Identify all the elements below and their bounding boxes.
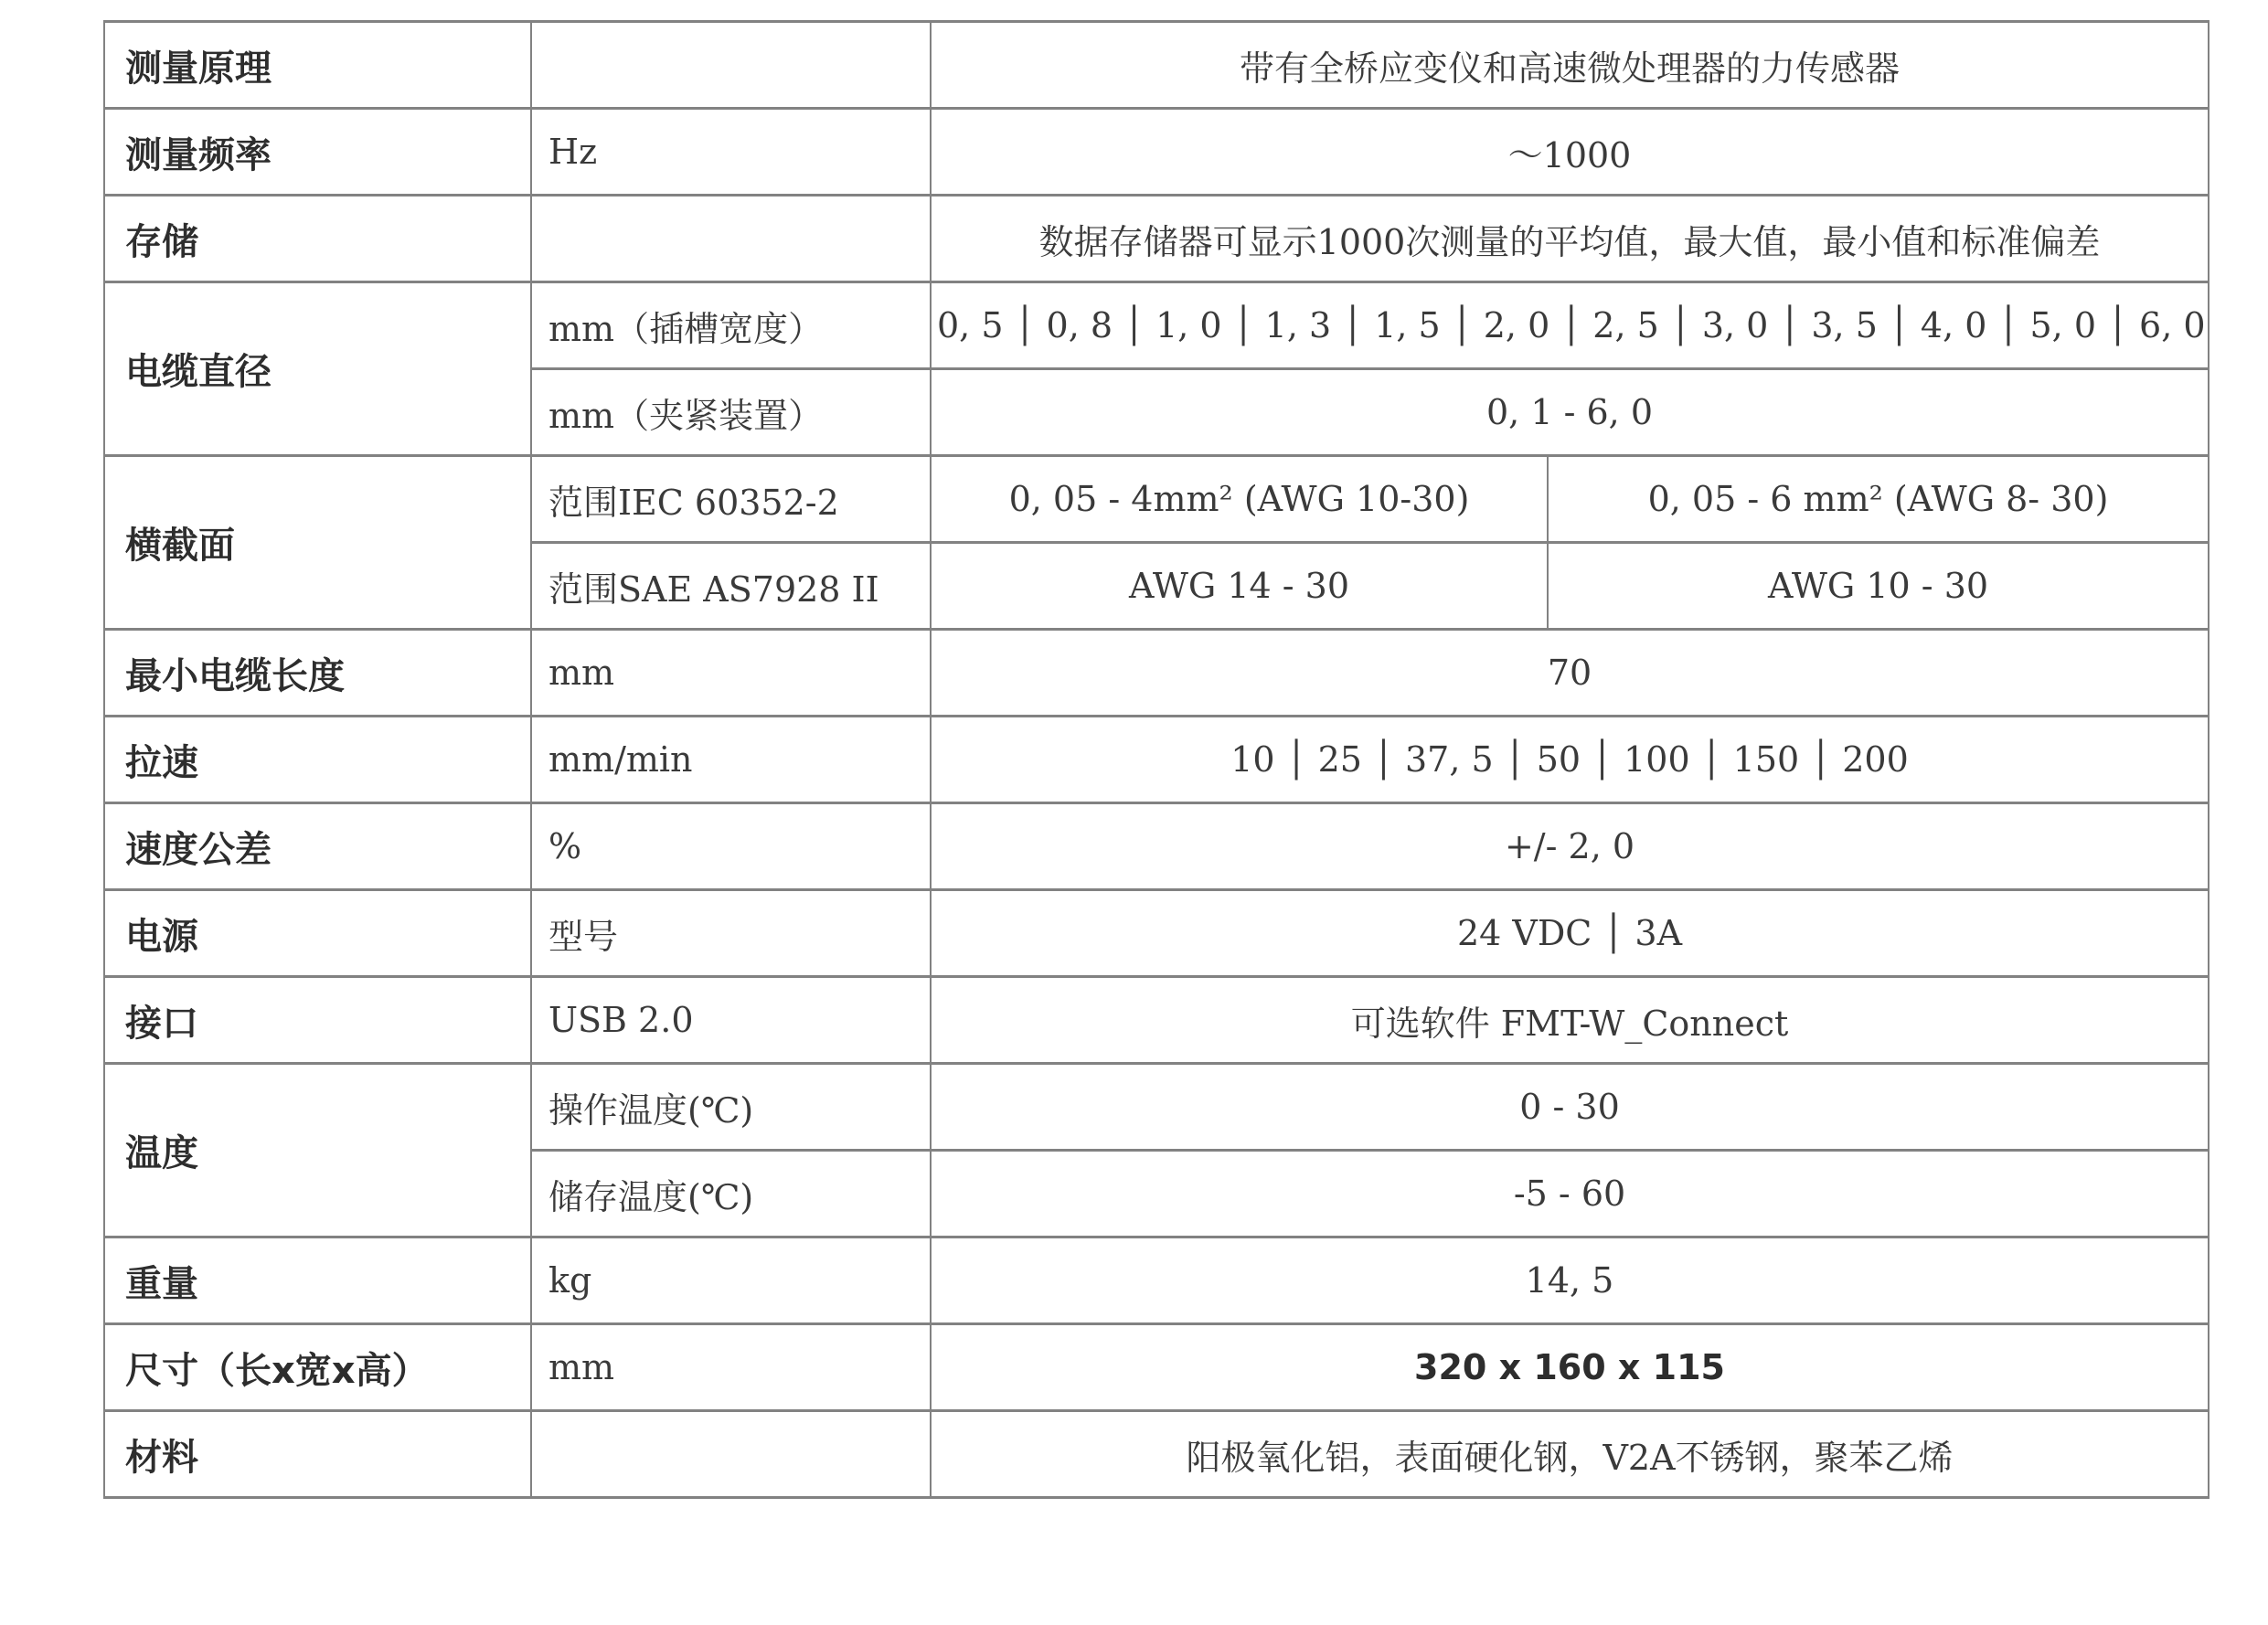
cable-diameter-slot-unit: mm（插槽宽度） xyxy=(531,282,931,369)
power-supply-unit: 型号 xyxy=(531,890,931,977)
row-min-cable-length xyxy=(104,630,2209,717)
temperature-storage-unit: 储存温度(℃) xyxy=(531,1151,931,1237)
measuring-principle-unit xyxy=(531,22,931,109)
power-supply-label: 电源 xyxy=(104,890,531,977)
measuring-principle-value: 带有全桥应变仪和高速微处理器的力传感器 xyxy=(931,22,2209,109)
pull-speed-label: 拉速 xyxy=(104,717,531,803)
measuring-frequency-value: ～1000 xyxy=(931,109,2209,196)
dimensions-label: 尺寸（长x宽x高） xyxy=(104,1324,531,1411)
cable-diameter-slot-value: 0, 5 │ 0, 8 │ 1, 0 │ 1, 3 │ 1, 5 │ 2, 0 │ 2, 5 │ 3, 0 │ 3, 5 │ 4, 0 │ 5, 0 │ 6, 0 xyxy=(931,282,2209,369)
cable-diameter-clamp-value: 0, 1 - 6, 0 xyxy=(931,369,2209,456)
cross-section-label: 横截面 xyxy=(104,456,531,630)
cross-section-sae-value-left: AWG 14 - 30 xyxy=(931,543,1548,630)
measuring-frequency-unit: Hz xyxy=(531,109,931,196)
cross-section-iec-value-right: 0, 05 - 6 mm² (AWG 8- 30) xyxy=(1548,456,2209,543)
cross-section-sae-unit: 范围SAE AS7928 II xyxy=(531,543,931,630)
power-supply-value: 24 VDC │ 3A xyxy=(931,890,2209,977)
min-cable-length-value: 70 xyxy=(931,630,2209,717)
row-measuring-principle xyxy=(104,22,2209,109)
interface-unit: USB 2.0 xyxy=(531,977,931,1064)
row-speed-tolerance xyxy=(104,803,2209,890)
speed-tolerance-label: 速度公差 xyxy=(104,803,531,890)
temperature-operating-unit: 操作温度(℃) xyxy=(531,1064,931,1151)
row-interface xyxy=(104,977,2209,1064)
material-value: 阳极氧化铝，表面硬化钢，V2A不锈钢，聚苯乙烯 xyxy=(931,1411,2209,1498)
measuring-principle-label: 测量原理 xyxy=(104,22,531,109)
temperature-label: 温度 xyxy=(104,1064,531,1237)
storage-unit xyxy=(531,196,931,282)
cable-diameter-clamp-unit: mm（夹紧装置） xyxy=(531,369,931,456)
min-cable-length-label: 最小电缆长度 xyxy=(104,630,531,717)
pull-speed-value: 10 │ 25 │ 37, 5 │ 50 │ 100 │ 150 │ 200 xyxy=(931,717,2209,803)
cable-diameter-label: 电缆直径 xyxy=(104,282,531,456)
row-cross-section-iec xyxy=(104,456,2209,543)
min-cable-length-unit: mm xyxy=(531,630,931,717)
interface-value: 可选软件 FMT-W_Connect xyxy=(931,977,2209,1064)
cross-section-iec-value-left: 0, 05 - 4mm² (AWG 10-30) xyxy=(931,456,1548,543)
row-storage xyxy=(104,196,2209,282)
row-power-supply xyxy=(104,890,2209,977)
pull-speed-unit: mm/min xyxy=(531,717,931,803)
dimensions-value: 320 x 160 x 115 xyxy=(931,1324,2209,1411)
spec-table xyxy=(103,20,2209,1499)
weight-label: 重量 xyxy=(104,1237,531,1324)
speed-tolerance-unit: % xyxy=(531,803,931,890)
row-dimensions xyxy=(104,1324,2209,1411)
row-temperature-operating xyxy=(104,1064,2209,1151)
temperature-operating-value: 0 - 30 xyxy=(931,1064,2209,1151)
row-material xyxy=(104,1411,2209,1498)
row-pull-speed xyxy=(104,717,2209,803)
dimensions-unit: mm xyxy=(531,1324,931,1411)
interface-label: 接口 xyxy=(104,977,531,1064)
speed-tolerance-value: +/- 2, 0 xyxy=(931,803,2209,890)
row-measuring-frequency xyxy=(104,109,2209,196)
cross-section-sae-value-right: AWG 10 - 30 xyxy=(1548,543,2209,630)
cross-section-iec-unit: 范围IEC 60352-2 xyxy=(531,456,931,543)
row-weight xyxy=(104,1237,2209,1324)
row-cable-diameter-slot xyxy=(104,282,2209,369)
material-label: 材料 xyxy=(104,1411,531,1498)
material-unit xyxy=(531,1411,931,1498)
storage-label: 存储 xyxy=(104,196,531,282)
temperature-storage-value: -5 - 60 xyxy=(931,1151,2209,1237)
storage-value: 数据存储器可显示1000次测量的平均值，最大值，最小值和标准偏差 xyxy=(931,196,2209,282)
measuring-frequency-label: 测量频率 xyxy=(104,109,531,196)
weight-value: 14, 5 xyxy=(931,1237,2209,1324)
weight-unit: kg xyxy=(531,1237,931,1324)
